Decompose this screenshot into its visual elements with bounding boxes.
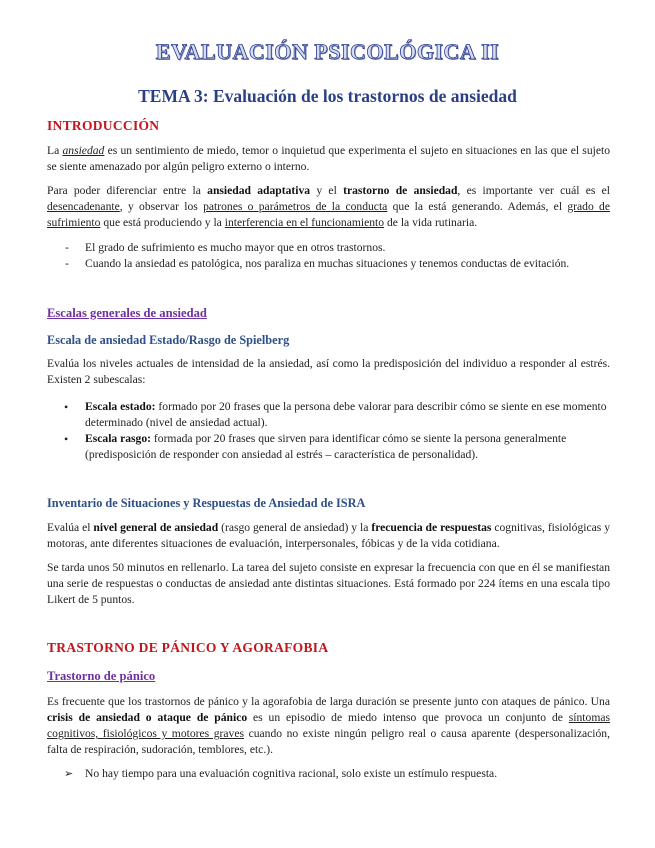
list-item: • Escala estado: formado por 20 frases que la persona debe valorar para describir cómo se siente en ese momento determinado (nivel de ansiedad actual).: [64, 400, 607, 429]
term-ansiedad: ansiedad: [62, 144, 105, 157]
intro-bullet-list: [47, 240, 610, 272]
arrow-bullet-icon: ➢: [64, 768, 74, 780]
heading-isra: Inventario de Situaciones y Respuestas de Ansiedad de ISRA: [47, 496, 366, 510]
heading-escalas-generales: Escalas generales de ansiedad: [47, 306, 207, 320]
intro-paragraph-1: La ansiedad es un sentimiento de miedo, temor o inquietud que experimenta el sujeto en situaciones en las que el sujeto se siente amenazado por algún peligro externo o interno.: [47, 144, 610, 173]
isra-paragraph-1: Evalúa el nivel general de ansiedad (rasgo general de ansiedad) y la frecuencia de respuestas cognitivas, fisiológicas y motoras, ante diferentes situaciones de evaluación, interpersonales, fóbicas y de la vida cotidiana.: [47, 521, 611, 550]
spielberg-subscales-list: [47, 399, 610, 463]
document-subtitle: TEMA 3: Evaluación de los trastornos de ansiedad: [138, 86, 517, 106]
heading-spielberg: Escala de ansiedad Estado/Rasgo de Spielberg: [47, 333, 290, 347]
panico-paragraph: Es frecuente que los trastornos de pánico y la agorafobia de larga duración se presente junto con ataques de pánico. Una crisis de ansiedad o ataque de pánico es un episodio de miedo intenso que provoca un conjunto de síntomas cognitivos, fisiológicos y motores graves cuando no existe ningún peligro real o causa aparente (despersonalización, falta de respiración, sudoración, temblores, etc.).: [47, 695, 610, 756]
spielberg-paragraph: Evalúa los niveles actuales de intensidad de la ansiedad, así como la predisposición del individuo a responder al estrés. Existen 2 subescalas:: [47, 357, 610, 386]
list-item: ➢ No hay tiempo para una evaluación cognitiva racional, solo existe un estímulo respuesta.: [64, 767, 498, 780]
list-item: • Escala rasgo: formada por 20 frases que sirven para identificar cómo se siente la persona generalmente (predisposición de responder con ansiedad al estrés – característica de personalidad).: [64, 432, 567, 461]
heading-panico-agorafobia: TRASTORNO DE PÁNICO Y AGORAFOBIA: [47, 640, 329, 655]
isra-paragraph-2: Se tarda unos 50 minutos en rellenarlo. La tarea del sujeto consiste en expresar la frecuencia con que en él se manifiestan una serie de respuestas o conductas de ansiedad ante distintas situaciones. Está formado por 224 ítems en una escala tipo Likert de 5 puntos.: [47, 561, 610, 606]
list-item: - Cuando la ansiedad es patológica, nos paraliza en muchas situaciones y tenemos conductas de evitación.: [65, 257, 570, 270]
panico-bullet-list: [47, 766, 610, 782]
heading-trastorno-panico: Trastorno de pánico: [47, 669, 156, 683]
heading-introduccion: INTRODUCCIÓN: [47, 118, 160, 133]
document-title: EVALUACIÓN PSICOLÓGICA II: [155, 39, 500, 64]
list-item: - El grado de sufrimiento es mucho mayor que en otros trastornos.: [65, 241, 386, 254]
intro-paragraph-2: Para poder diferenciar entre la ansiedad adaptativa y el trastorno de ansiedad, es importante ver cuál es el desencadenante, y observar los patrones o parámetros de la conducta que la está generando. Además, el grado de sufrimiento que está produciendo y la interferencia en el funcionamiento de la vida rutinaria.: [47, 184, 611, 229]
